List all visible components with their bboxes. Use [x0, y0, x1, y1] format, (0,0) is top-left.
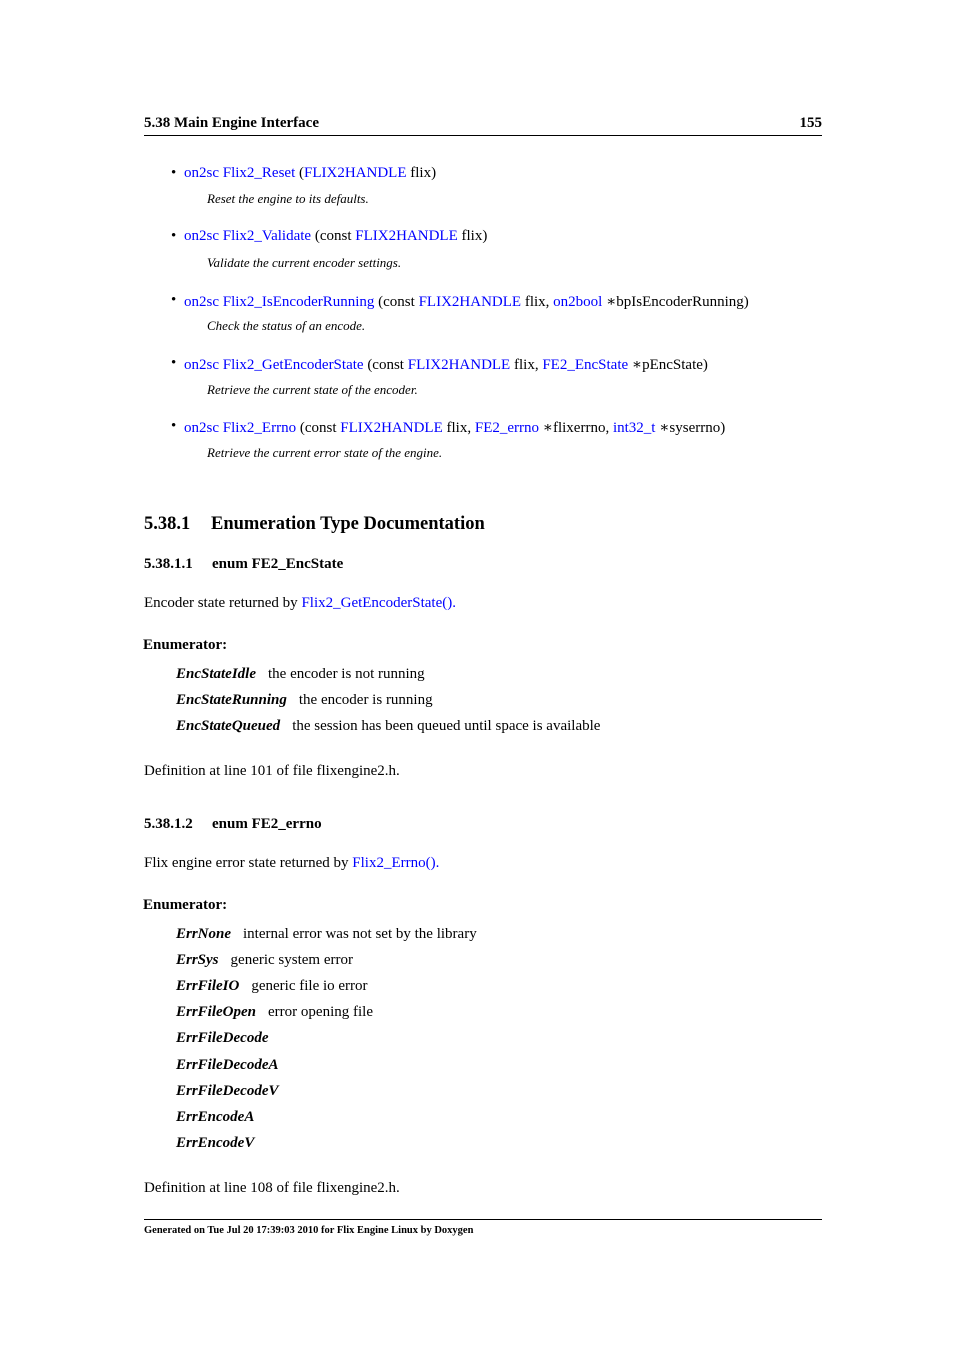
signature-text: flix) — [457, 228, 488, 244]
enumerator-name: ErrEncodeA — [176, 1108, 255, 1125]
function-description: Reset the engine to its defaults. — [207, 191, 369, 206]
signature-text: ∗syserrno) — [655, 420, 726, 436]
enum2-heading — [144, 816, 322, 833]
type-link[interactable]: FLIX2HANDLE — [407, 357, 511, 373]
signature-text: ( — [299, 165, 305, 181]
page-header — [144, 113, 822, 136]
enumerator-name: ErrFileIO — [176, 978, 240, 995]
enumerator-description: the encoder is running — [298, 692, 433, 708]
enumerator-row — [176, 692, 433, 709]
return-type-link[interactable]: on2sc — [184, 228, 219, 244]
section-title: Enumeration Type Documentation — [211, 514, 485, 534]
enumerator-row — [176, 926, 477, 943]
return-type-link[interactable]: on2sc — [184, 420, 219, 436]
function-name-link[interactable]: Flix2_Reset — [222, 165, 296, 181]
enumerator-row — [176, 1057, 291, 1074]
function-name-link[interactable]: Flix2_GetEncoderState — [222, 357, 364, 373]
function-name-link[interactable]: Flix2_Validate — [222, 228, 312, 244]
function-description: Retrieve the current state of the encoder. — [207, 382, 418, 397]
enum1-intro-link[interactable]: Flix2_GetEncoderState(). — [301, 595, 456, 611]
signature-text: ∗flixerrno, — [539, 420, 613, 436]
enumerator-description: generic file io error — [251, 978, 368, 995]
bullet-icon: • — [171, 355, 177, 371]
enum1-intro-text: Encoder state returned by — [144, 595, 302, 611]
function-signature — [184, 355, 708, 374]
enum2-definition: Definition at line 108 of file flixengine2.h. — [144, 1180, 400, 1196]
signature-text: flix, — [510, 357, 543, 373]
bullet-icon: • — [171, 292, 177, 308]
enumerator-name: ErrEncodeV — [176, 1134, 255, 1151]
enumerator-name: ErrFileDecodeV — [176, 1082, 279, 1099]
enumerator-row — [176, 1030, 280, 1047]
enum1-title: enum FE2_EncState — [212, 556, 344, 572]
enum2-number: 5.38.1.2 — [144, 816, 193, 832]
type-link[interactable]: FLIX2HANDLE — [304, 165, 407, 181]
signature-text: ∗bpIsEncoderRunning) — [602, 294, 749, 310]
bullet-icon: • — [171, 228, 177, 244]
enumerator-description: the session has been queued until space is available — [292, 718, 601, 734]
return-type-link[interactable]: on2sc — [184, 357, 219, 373]
enumerator-name: EncStateRunning — [176, 692, 287, 708]
signature-text: flix, — [442, 420, 475, 436]
enum1-number: 5.38.1.1 — [144, 556, 193, 572]
function-description: Check the status of an encode. — [207, 318, 366, 333]
section-number: 5.38.1 — [144, 514, 191, 534]
signature-text: flix, — [521, 294, 554, 310]
enumerator-name: EncStateQueued — [176, 718, 281, 734]
enumerator-row — [176, 666, 425, 683]
type-link[interactable]: FE2_errno — [474, 420, 540, 436]
signature-text: (const — [378, 294, 419, 310]
type-link[interactable]: on2bool — [553, 294, 603, 310]
enum1-definition: Definition at line 101 of file flixengine2.h. — [144, 763, 400, 779]
bullet-icon: • — [171, 165, 177, 181]
function-description: Validate the current encoder settings. — [207, 255, 402, 270]
type-link[interactable]: FLIX2HANDLE — [418, 294, 522, 310]
signature-text: (const — [367, 357, 408, 373]
type-link[interactable]: FLIX2HANDLE — [340, 420, 443, 436]
enumerator-name: ErrNone — [176, 926, 232, 942]
enum2-intro — [144, 855, 439, 872]
enumerator-row — [176, 978, 368, 995]
enumerator-row — [176, 952, 353, 969]
enumerator-row — [176, 1135, 266, 1152]
enumerator-name: ErrFileDecode — [176, 1030, 269, 1047]
enumerator-description: internal error was not set by the library — [243, 926, 477, 942]
function-signature — [184, 418, 725, 437]
footer-rule — [144, 1219, 822, 1220]
page-number: 155 — [799, 115, 822, 131]
enumerator-name: EncStateIdle — [176, 666, 257, 682]
function-signature — [184, 228, 487, 245]
enum1-intro — [144, 595, 456, 612]
function-signature — [184, 292, 749, 311]
enum2-intro-link[interactable]: Flix2_Errno(). — [352, 855, 440, 871]
function-description: Retrieve the current error state of the engine. — [207, 445, 443, 460]
enum1-heading — [144, 556, 343, 573]
type-link[interactable]: int32_t — [612, 420, 656, 436]
enum2-intro-text: Flix engine error state returned by — [144, 855, 353, 871]
signature-text: ∗pEncState) — [628, 357, 708, 373]
signature-text: (const — [299, 420, 341, 436]
type-link[interactable]: FLIX2HANDLE — [355, 228, 458, 244]
enumerator-name: ErrSys — [176, 952, 219, 969]
enumerator-name: ErrFileOpen — [176, 1004, 257, 1021]
footer: Generated on Tue Jul 20 17:39:03 2010 for Flix Engine Linux by Doxygen — [144, 1225, 474, 1236]
enumerator-description: the encoder is not running — [268, 666, 425, 682]
return-type-link[interactable]: on2sc — [184, 294, 219, 310]
signature-text: (const — [314, 228, 356, 244]
header-section-title: 5.38 Main Engine Interface — [144, 115, 319, 131]
function-name-link[interactable]: Flix2_Errno — [222, 420, 297, 436]
enumerator-row — [176, 1083, 291, 1100]
type-link[interactable]: FE2_EncState — [542, 357, 629, 373]
signature-text: flix) — [406, 165, 437, 181]
enumerator-description: generic system error — [230, 952, 353, 969]
enumerator-row — [176, 1109, 266, 1126]
enumerator-description: error opening file — [268, 1004, 373, 1021]
function-signature — [184, 165, 436, 182]
enum1-enumerator-label: Enumerator: — [143, 637, 228, 653]
bullet-icon: • — [171, 418, 177, 434]
enumerator-row — [176, 718, 600, 735]
function-name-link[interactable]: Flix2_IsEncoderRunning — [222, 294, 375, 310]
return-type-link[interactable]: on2sc — [184, 165, 219, 181]
enumerator-row — [176, 1004, 373, 1021]
enumerator-name: ErrFileDecodeA — [176, 1056, 279, 1073]
enum2-title: enum FE2_errno — [212, 816, 322, 832]
section-heading — [144, 514, 485, 535]
enum2-enumerator-label: Enumerator: — [143, 897, 228, 913]
